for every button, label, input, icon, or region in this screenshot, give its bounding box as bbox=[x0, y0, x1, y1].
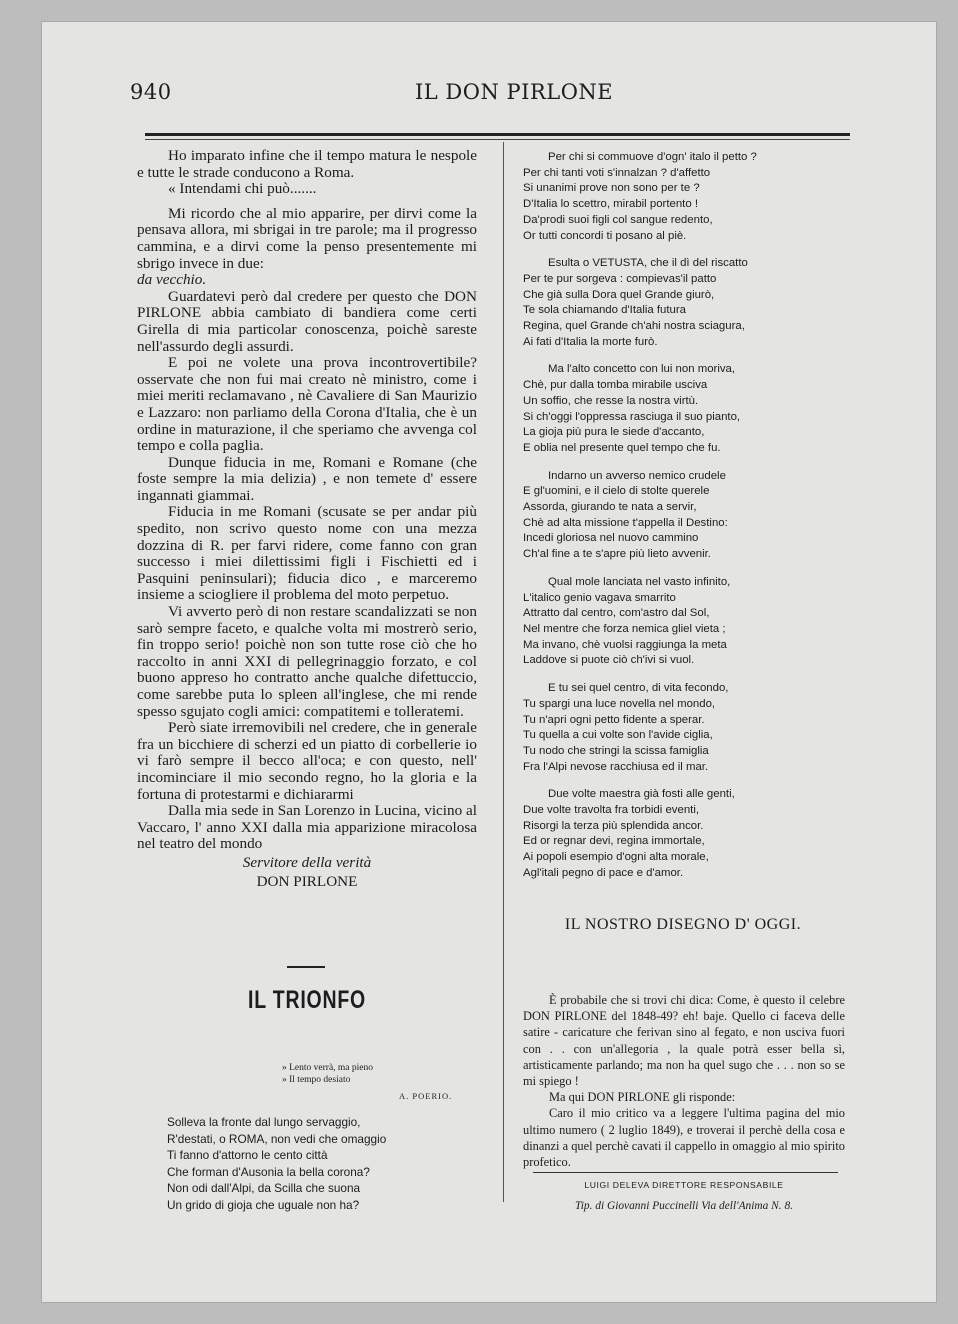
section-title: IL NOSTRO DISEGNO D' OGGI. bbox=[564, 916, 802, 933]
verse-line: Ma l'alto concetto con lui non moriva, bbox=[548, 363, 736, 376]
verse-line: Si ch'oggi l'oppressa rasciuga il suo pianto, bbox=[523, 410, 741, 423]
verse-line: Per te pur sorgeva : compievas'il patto bbox=[523, 272, 717, 285]
verse-line: Attratto dal centro, com'astro dal Sol, bbox=[523, 607, 710, 620]
paragraph: Ho imparato infine che il tempo matura le nespole e tutte le strade conducono a Roma. bbox=[137, 147, 477, 181]
paragraph: Ma qui DON PIRLONE gli risponde: bbox=[549, 1090, 736, 1105]
verse-line: L'italico genio vagava smarrito bbox=[523, 591, 676, 604]
page-number: 940 bbox=[130, 80, 172, 104]
poem-stanza bbox=[523, 787, 843, 881]
verse-line: Chè ad alta missione t'appella il Destino: bbox=[523, 516, 728, 529]
verse-line: Un grido di gioja che uguale non ha? bbox=[167, 1197, 360, 1212]
verse-line: Due volte travolta fra torbidi eventi, bbox=[523, 804, 700, 817]
verse-line: Ed or regnar devi, regina immortale, bbox=[523, 835, 705, 848]
verse-line: Fra l'Alpi nevose racchiusa ed il mar. bbox=[523, 760, 709, 773]
poem-stanza bbox=[523, 469, 843, 563]
verse-line: Chè, pur dalla tomba mirabile usciva bbox=[523, 379, 708, 392]
verse-line: Ma invano, chè vuolsi raggiunga la meta bbox=[523, 638, 727, 651]
verse-line: D'Italia lo scettro, mirabil portento ! bbox=[523, 198, 699, 211]
paragraph: Dunque fiducia in me, Romani e Romane (che foste sempre la mia delizia) , e non temete d' essere ingannati giammai. bbox=[137, 453, 477, 504]
poem-title: IL TRIONFO bbox=[248, 986, 366, 1014]
paragraph: E poi ne volete una prova incontrovertibile? osservate che non fui mai creato nè ministro, come i miei meriti reclamavano , nè Cavaliere di San Maurizio e Lazzaro: non parliamo della Corona d'Italia, che è un ordine in maturazione, il che speriamo che avvenga col tempo e colla paglia. bbox=[137, 354, 477, 455]
verse-line: Da'prodi suoi figli col sangue redento, bbox=[523, 213, 713, 226]
verse-line: Assorda, giurando te nata a servir, bbox=[523, 501, 697, 514]
verse-line: Ti fanno d'attorno le cento città bbox=[167, 1148, 328, 1163]
paragraph: È probabile che si trovi chi dica: Come, è questo il celebre DON PIRLONE del 1848-49? eh! baje. Quello ci faceva delle satire - caricature che ferivan sino al fegato, e non usciva fuori con . . con un'allegoria , la quale potrà esser bella sì, artisticamente parlando; ma non ha quel sugo che . . . non so se mi spiego ! bbox=[523, 993, 845, 1089]
verse-line: Te sola chiamando d'Italia futura bbox=[523, 304, 687, 317]
column-divider bbox=[503, 142, 504, 1202]
verse-line: Nel mentre che forza nemica gliel vieta ; bbox=[523, 622, 726, 635]
poem-stanza bbox=[523, 681, 843, 775]
verse-line: Risorgi la terza più splendida ancor. bbox=[523, 819, 704, 832]
journal-title: IL DON PIRLONE bbox=[415, 80, 614, 104]
article-body bbox=[523, 992, 845, 1170]
verse-line: R'destati, o ROMA, non vedi che omaggio bbox=[167, 1131, 387, 1146]
section-rule bbox=[287, 966, 325, 968]
verse-line: E gl'uomini, e il cielo di stolte querele bbox=[523, 485, 710, 498]
poem-stanza bbox=[523, 150, 843, 244]
verse-line: Qual mole lanciata nel vasto infinito, bbox=[548, 575, 731, 588]
verse-line: Ai fati d'Italia la morte furò. bbox=[523, 335, 658, 348]
paragraph: Dalla mia sede in San Lorenzo in Lucina, vicino al Vaccaro, l' anno XXI dalla mia apparizione miracolosa nel teatro del mondo bbox=[137, 802, 477, 853]
paragraph: Fiducia in me Romani (scusate se per andar più spedito, non scrivo questo nome con una mezza dozzina di R. per farvi ridere, come fanno con gran successo i miei dilettissimi figli i Fischietti ed i Pasquini peninsulari); fiducia dico , e marceremo insieme a sciogliere il problema del moto perpetuo. bbox=[137, 503, 477, 604]
footer-editor: LUIGI DELEVA DIRETTORE RESPONSABILE bbox=[584, 1180, 784, 1190]
verse-line: Ai popoli esempio d'ogni alta morale, bbox=[523, 851, 709, 864]
verse-line: Laddove si puote ciò ch'ivi si vuol. bbox=[523, 654, 695, 667]
paragraph: Guardatevi però dal credere per questo che DON PIRLONE abbia cambiato di bandiera come certi Girella di mia particolar conoscenza, poichè sareste nell'assurdo degli assurdi. bbox=[137, 287, 477, 355]
verse-line: E oblia nel presente quel tempo che fu. bbox=[523, 441, 721, 454]
header-rule-thin bbox=[145, 139, 850, 140]
verse-line: Or tutti concordi ti posano al piè. bbox=[523, 229, 687, 242]
verse-line: Per chi si commuove d'ogn' italo il petto ? bbox=[548, 151, 757, 163]
poem-stanza bbox=[523, 256, 843, 350]
signature-line: Servitore della verità bbox=[242, 853, 372, 871]
paragraph: da vecchio. bbox=[137, 271, 207, 289]
poem-stanza bbox=[523, 575, 843, 669]
verse-line: Si unanimi prove non sono per te ? bbox=[523, 182, 700, 195]
verse-line: Tu spargi una luce novella nel mondo, bbox=[523, 697, 716, 710]
header-rule bbox=[145, 133, 850, 136]
poem-stanza bbox=[167, 1114, 467, 1214]
epigraph bbox=[282, 1062, 373, 1086]
verse-line: Tu quella a cui volte son l'avide ciglia, bbox=[523, 729, 713, 742]
verse-line: Solleva la fronte dal lungo servaggio, bbox=[167, 1115, 361, 1129]
paragraph: Caro il mio critico va a leggere l'ultima pagina del mio ultimo numero ( 2 luglio 1849), e troverai il perchè della cosa e dinanzi a quel perchè cavati il cappello in omaggio al mio spirito profetico. bbox=[523, 1106, 845, 1170]
page-header bbox=[130, 80, 850, 120]
verse-line: Non odi dall'Alpi, da Scilla che suona bbox=[167, 1181, 361, 1196]
verse-line: Ch'al fine a te s'apre più lieto avvenir. bbox=[523, 548, 711, 561]
verse-line: Che già sulla Dora quel Grande giurò, bbox=[523, 288, 715, 301]
paragraph: Vi avverto però di non restare scandalizzati se non sarò sempre faceto, e qualche volta mi mostrerò serio, fin troppo serio! poichè non son tutte rose ciò che ho raccolto in anni XXI di pellegrinaggio forzato, e col buono appreso ho contratto anche qualche difettuccio, come sarebbe puta lo spleen all'inglese, che mi rende spesso sgujato cogli amici: compatitemi e tolleratemi. bbox=[137, 603, 477, 720]
right-column bbox=[523, 150, 843, 894]
verse-line: Incedi gloriosa nel nuovo cammino bbox=[523, 532, 699, 545]
paragraph: « Intendami chi può....... bbox=[168, 180, 317, 198]
verse-line: Agl'itali pegno di pace e d'amor. bbox=[523, 866, 684, 879]
verse-line: Un soffio, che resse la nostra virtù. bbox=[523, 394, 699, 407]
verse-line: E tu sei quel centro, di vita fecondo, bbox=[548, 682, 729, 695]
verse-line: Due volte maestra già fosti alle genti, bbox=[548, 788, 735, 801]
verse-line: Indarno un avverso nemico crudele bbox=[548, 469, 726, 482]
verse-line: Che forman d'Ausonia la bella corona? bbox=[167, 1164, 370, 1179]
verse-line: Esulta o VETUSTA, che il dì del riscatto bbox=[548, 257, 748, 270]
left-column bbox=[137, 148, 477, 890]
verse-line: Regina, quel Grande ch'ahi nostra sciagura, bbox=[523, 320, 745, 333]
verse-line: Tu n'apri ogni petto fidente a sperar. bbox=[523, 713, 705, 726]
footer-rule bbox=[533, 1172, 838, 1173]
signature-name: DON PIRLONE bbox=[256, 872, 358, 890]
footer-printer: Tip. di Giovanni Puccinelli Via dell'Anima N. 8. bbox=[575, 1200, 793, 1212]
epigraph-author: A. POERIO. bbox=[399, 1091, 453, 1101]
epigraph-line: » Lento verrà, ma pieno bbox=[282, 1063, 374, 1073]
epigraph-line: » Il tempo desiato bbox=[282, 1075, 351, 1085]
poem-stanza bbox=[523, 362, 843, 456]
paragraph: Mi ricordo che al mio apparire, per dirvi come la pensava allora, mi sbrigai in tre parole; ma il progresso cammina, e a dirvi come la penso presentemente mi sbrigo invece in due: bbox=[137, 204, 477, 272]
verse-line: La gioja più pura le siede d'accanto, bbox=[523, 426, 705, 439]
verse-line: Per chi tanti voti s'innalzan ? d'affetto bbox=[523, 166, 711, 179]
verse-line: Tu nodo che stringi la scissa famiglia bbox=[523, 744, 709, 757]
paragraph: Però siate irremovibili nel credere, che in generale fra un bicchiere di scherzi ed un piatto di corbellerie io vi farò sempre il becco all'oca; e con questo, nell' incominciare il mio secondo regno, ho la gloria e la fortuna di protestarmi e dichiararmi bbox=[137, 719, 477, 803]
